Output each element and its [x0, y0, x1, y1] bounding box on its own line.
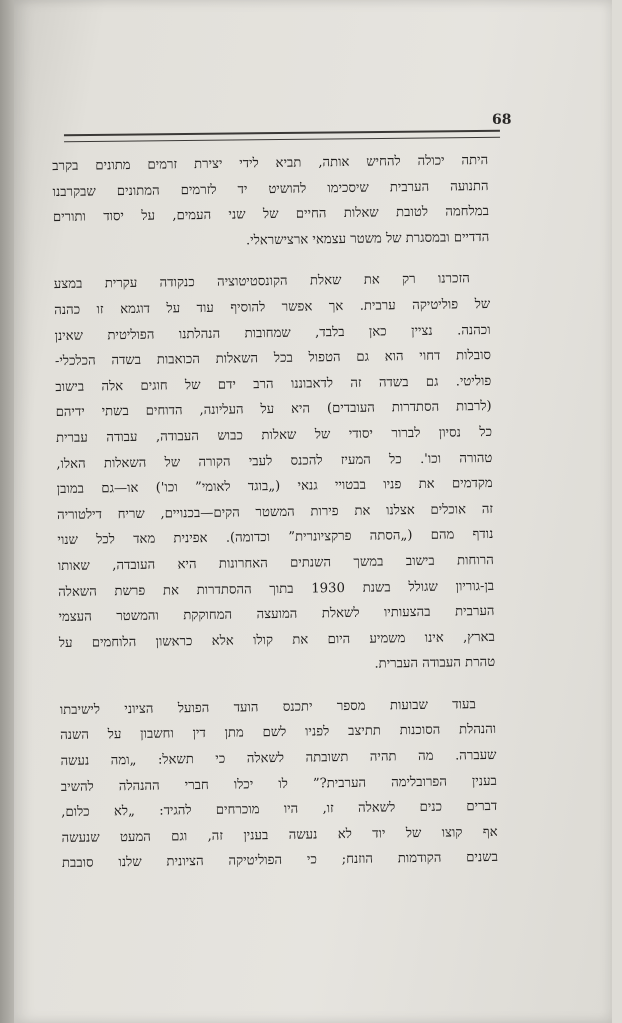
text-line: בן-גוריון שגולל בשנת 1930 בתוך ההסתדרות את פרשת השאלה [58, 578, 495, 600]
header-rule [64, 130, 500, 143]
text-line: וכהנה. נציין כאן בלבד, שמחובות הנהלתנו הפוליטית שאינן [54, 322, 491, 344]
text-line: והנהלת הסוכנות תתיצב לפניו לשם מתן דין וחשבון על השנה [60, 722, 497, 744]
paragraph-1 [52, 148, 489, 256]
text-line: זה אוכלים אצלנו את פירות המשטר הקים—בכנויים, שריח דילטוריה [56, 501, 494, 523]
text-line: הזכרנו רק את שאלת הקונסטיטוציה כנקודה עקרית במצע [53, 271, 470, 293]
text-line: מקדמים את פניו בבטויי גנאי („בוגד לאומי” וכו') או—גם במובן [56, 476, 493, 498]
text-line: שעברה. מה תהיה תשובתה לשאלה כי תשאל: „ומה נעשה [60, 748, 497, 770]
paragraph-2 [54, 266, 496, 682]
paragraph-3 [60, 692, 498, 877]
text-line: טהרת העבודה העברית. [374, 655, 496, 672]
text-line: הרוחות בישוב במשך השנתים האחרונות היא העובדה, שאותו [57, 552, 494, 574]
text-line: בשנים הקודמות הוזנח; כי הפוליטיקה הציונית שלנו סובבת [61, 850, 499, 872]
text-line: הדדיים ובמסגרת של משטר עצמאי ארצישראלי. [245, 229, 490, 249]
text-line: היתה יכולה להחיש אותה, תביא לידי יצירת זרמים מתונים בקרב [52, 152, 489, 175]
text-line: במלחמה לטובת שאלות החיים של שני העמים, על יסוד ותורים [52, 204, 489, 226]
text-line: בעוד שבועות מספר יתכנס הועד הפועל הציוני לישיבתו [59, 697, 476, 718]
text-line: של פוליטיקה ערבית. אך אפשר להוסיף עוד על דוגמא זו כהנה [54, 296, 491, 319]
page-number: 68 [492, 112, 512, 128]
text-line: דברים כנים לשאלה זו, היו מוכרחים להגיד: „לא כלום, [61, 799, 498, 821]
text-line: הערבית בהצעותיו לשאלת המועצה המחוקקת והמשטר העצמי [58, 604, 495, 626]
text-line: כל נסיון לברור יסודי של שאלות כבוש העבודה, עבודה עברית [55, 424, 493, 446]
text-line: בארץ, אינו משמיע היום את קולו אלא כראשון הלוחמים על [58, 629, 495, 651]
text-line: סובלות דחוי הוא גם הטפול בכל השאלות הכואבות בשדה הכלכלי- [54, 348, 492, 370]
text-line: נודף מהם („הסתה פרקציונרית” וכדומה). אפינית מאד לכל שנוי [57, 527, 494, 549]
text-line: (לרבות הסתדרות העובדים) היא על העליונה, הדוחים בשתי ידיהם [55, 399, 492, 421]
text-line: אף קוצו של יוד לא נעשה בענין זה, וגם המעט שנעשה [61, 824, 498, 846]
text-line: התנועה הערבית שיסכימו להושיט יד לזרמים המתונים שבקרבנו [52, 178, 489, 200]
text-line: טהורה וכו'. כל המעיז להכנס לעבי הקורה של השאלות האלו, [56, 450, 493, 472]
text-line: בענין הפרובלימה הערבית?” לו יכלו חברי ההנהלה להשיב [60, 773, 497, 795]
body-text [52, 148, 498, 893]
text-line: פוליטי. גם בשדה זה לדאבוננו הרב ידם של חוגים אלה בישוב [55, 373, 492, 395]
